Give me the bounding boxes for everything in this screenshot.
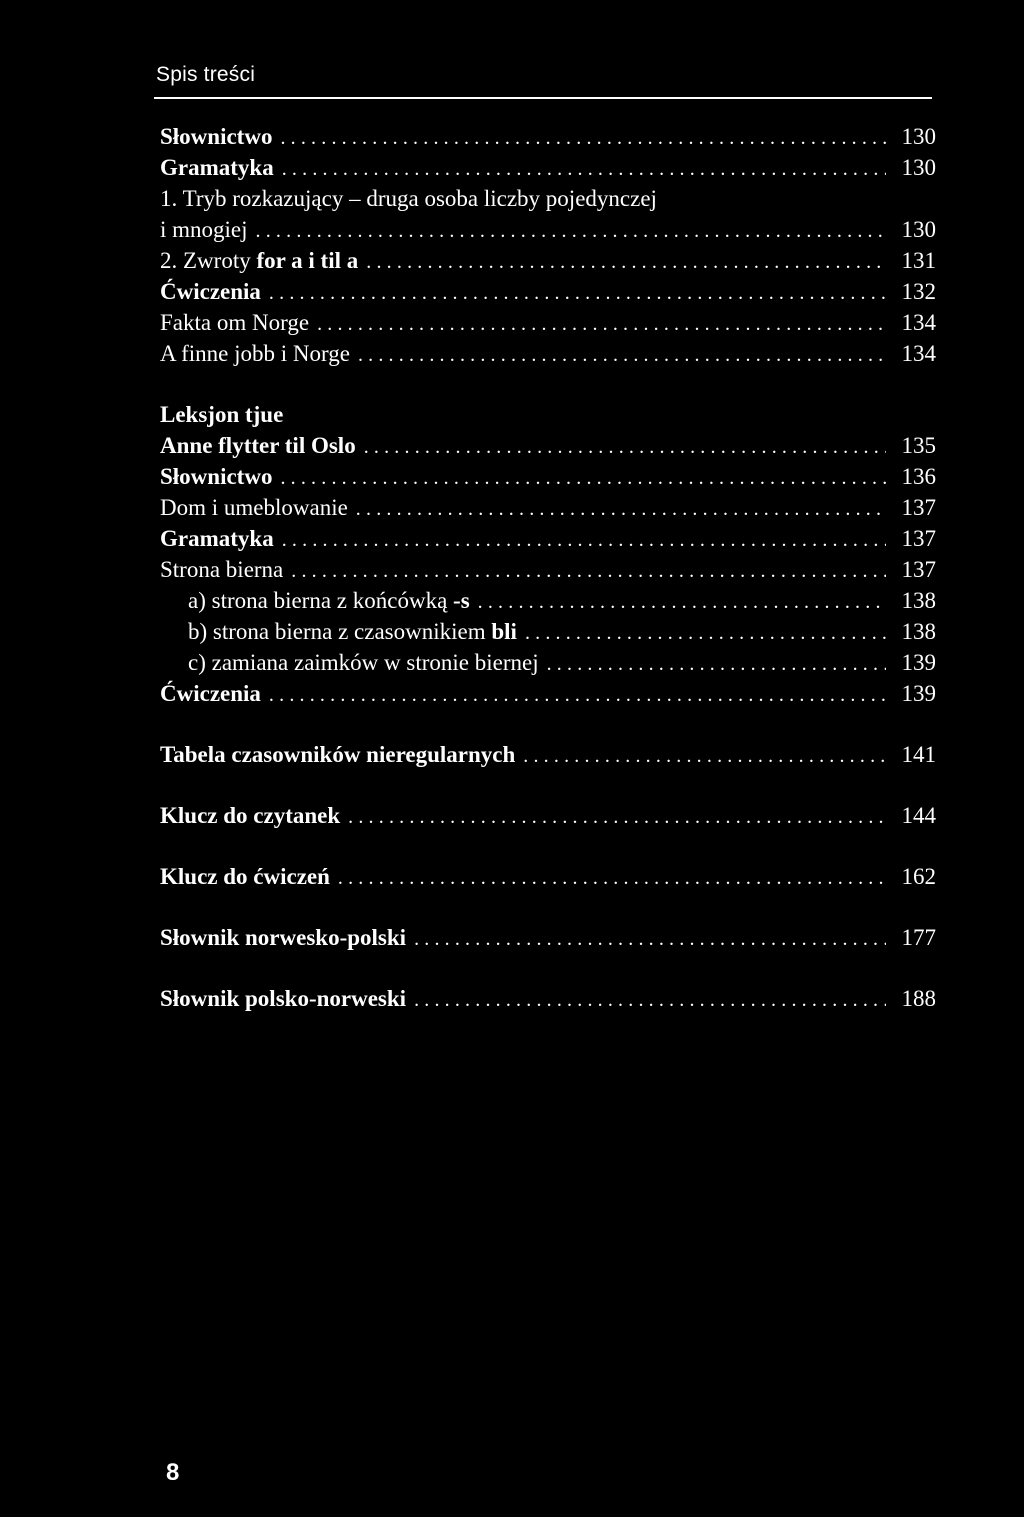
toc-entry[interactable] [160,214,936,245]
toc-leader-dots [414,924,886,955]
toc-leader-dots [280,463,886,494]
toc-entry[interactable] [160,152,936,183]
toc-entry[interactable] [160,492,936,523]
toc-entry[interactable] [160,647,936,678]
toc-entry[interactable] [160,307,936,338]
toc-entry-page: 130 [901,124,936,149]
toc-spacer [160,892,936,922]
toc-leader-dots [269,278,886,309]
toc-section-heading: Leksjon tjue [160,402,284,427]
toc-entry-title-emphasis: -s [453,588,470,613]
toc-leader-dots [478,587,886,618]
toc-entry-title-emphasis: for a i til a [256,248,359,273]
toc-entry-title: Fakta om Norge [160,310,310,335]
toc-entry-title: Gramatyka [160,526,274,551]
toc-entry-title: Słownik norwesko-polski [160,925,407,950]
toc-leader-dots [523,741,886,772]
toc-entry[interactable] [160,554,936,585]
toc-entry-page: 139 [901,681,936,706]
toc-entry[interactable] [160,430,936,461]
toc-entry-page: 137 [901,495,936,520]
toc-leader-dots [338,863,886,894]
toc-entry-title: Anne flytter til Oslo [160,433,356,458]
toc-leader-dots [280,123,886,154]
toc-entry[interactable] [160,121,936,152]
toc-entry-page: 136 [901,464,936,489]
page-header-title: Spis treści [156,63,256,86]
toc-entry[interactable] [160,739,936,770]
toc-entry-page: 130 [901,217,936,242]
toc-entry-title: i mnogiej [160,217,248,242]
toc-leader-dots [291,556,886,587]
toc-spacer [160,770,936,800]
toc-entry-page: 188 [901,986,936,1011]
toc-leader-dots [282,154,886,185]
toc-leader-dots [366,247,886,278]
toc-spacer [160,709,936,739]
toc-entry-page: 162 [901,864,936,889]
toc-entry[interactable] [160,461,936,492]
toc-entry-page: 130 [901,155,936,180]
toc-spacer [160,953,936,983]
toc-entry-title: c) zamiana zaimków w stronie biernej [188,650,539,675]
toc-entry-page: 137 [901,526,936,551]
toc-leader-dots [317,309,886,340]
toc-entry[interactable] [160,861,936,892]
toc-entry-title: Klucz do czytanek [160,803,341,828]
toc-entry[interactable] [160,585,936,616]
toc-leader-dots [525,618,886,649]
toc-entry-title: 1. Tryb rozkazujący – druga osoba liczby pojedynczej [160,186,657,211]
toc-leader-dots [364,432,886,463]
table-of-contents [160,121,936,1014]
toc-entry-page: 137 [901,557,936,582]
toc-entry-page: 135 [901,433,936,458]
toc-entry-title: Słownictwo [160,464,273,489]
toc-leader-dots [358,340,886,371]
toc-spacer [160,369,936,399]
toc-entry[interactable] [160,616,936,647]
toc-entry-title: Słownictwo [160,124,273,149]
toc-entry-page: 138 [901,619,936,644]
toc-entry-page: 131 [901,248,936,273]
toc-entry[interactable] [160,245,936,276]
toc-entry[interactable] [160,183,936,214]
toc-spacer [160,831,936,861]
toc-entry[interactable] [160,276,936,307]
page-number: 8 [166,1459,180,1486]
toc-leader-dots [256,216,886,247]
toc-entry-title [160,585,470,616]
toc-entry-title-text: a) strona bierna z końcówką [188,588,454,613]
toc-entry-title-text: 2. Zwroty [160,248,257,273]
toc-entry-page: 139 [901,650,936,675]
toc-entry-title: Ćwiczenia [160,681,261,706]
toc-entry[interactable] [160,678,936,709]
toc-entry-title: Strona bierna [160,557,284,582]
toc-leader-dots [348,802,886,833]
toc-entry-title-text: b) strona bierna z czasownikiem [188,619,492,644]
toc-entry-page: 144 [901,803,936,828]
toc-entry[interactable] [160,338,936,369]
toc-entry-title-emphasis: bli [491,619,517,644]
toc-entry-title: A finne jobb i Norge [160,341,350,366]
toc-entry[interactable] [160,523,936,554]
toc-entry-page: 138 [901,588,936,613]
toc-leader-dots [356,494,886,525]
toc-leader-dots [547,649,886,680]
toc-entry-page: 177 [901,925,936,950]
toc-leader-dots [414,985,886,1016]
toc-entry[interactable] [160,922,936,953]
toc-entry-title: Ćwiczenia [160,279,261,304]
toc-entry-title [160,245,358,276]
toc-entry-page: 132 [901,279,936,304]
toc-entry[interactable] [160,800,936,831]
toc-entry-page: 134 [901,310,936,335]
header-rule [154,97,932,99]
toc-entry-title: Tabela czasowników nieregularnych [160,742,516,767]
toc-entry-title: Klucz do ćwiczeń [160,864,330,889]
toc-entry-title: Gramatyka [160,155,274,180]
toc-entry-title: Dom i umeblowanie [160,495,348,520]
toc-entry-page: 141 [901,742,936,767]
toc-entry[interactable] [160,983,936,1014]
toc-entry-title [160,616,517,647]
toc-entry-page: 134 [901,341,936,366]
toc-leader-dots [282,525,886,556]
toc-entry-title: Słownik polsko-norweski [160,986,407,1011]
toc-leader-dots [269,680,886,711]
